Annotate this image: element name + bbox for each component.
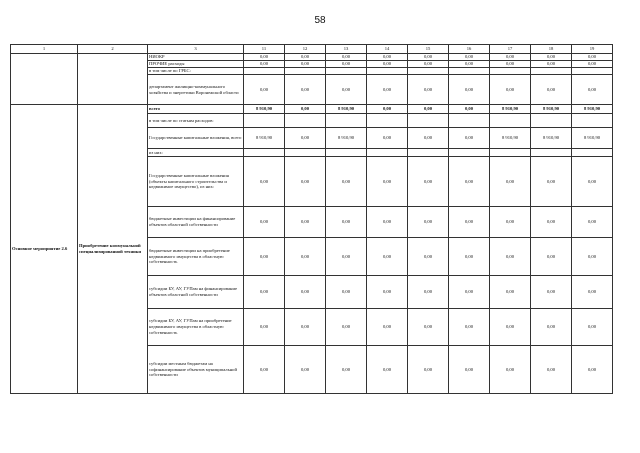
value-cell: 0,00 [572, 346, 613, 394]
value-cell [326, 68, 367, 75]
row-label: в том числе по статьям расходов: [148, 114, 244, 128]
row-label: бюджетные инвестиции на приобретение недвижимого имущества в областную собственность [148, 238, 244, 276]
value-cell: 0,00 [285, 128, 326, 149]
value-cell: 8 910,90 [326, 128, 367, 149]
value-cell: 0,00 [408, 207, 449, 238]
event-code-cell: Основное мероприятие 2.6 [11, 105, 78, 394]
value-cell: 0,00 [531, 346, 572, 394]
row-label: в том числе по ГРБС: [148, 68, 244, 75]
value-cell [449, 114, 490, 128]
header-cell: 13 [326, 45, 367, 54]
value-cell: 8 910,90 [490, 128, 531, 149]
value-cell: 0,00 [531, 61, 572, 68]
row-label: НИОКР [148, 54, 244, 61]
value-cell [408, 68, 449, 75]
value-cell: 0,00 [285, 61, 326, 68]
value-cell: 8 910,90 [531, 128, 572, 149]
value-cell: 0,00 [326, 309, 367, 346]
value-cell: 8 910,90 [326, 105, 367, 114]
value-cell [367, 114, 408, 128]
value-cell: 0,00 [572, 276, 613, 309]
value-cell: 0,00 [490, 157, 531, 207]
table-body [11, 45, 613, 394]
value-cell: 0,00 [244, 309, 285, 346]
value-cell [408, 149, 449, 157]
value-cell: 0,00 [244, 61, 285, 68]
value-cell: 0,00 [285, 75, 326, 105]
value-cell: 0,00 [285, 346, 326, 394]
value-cell: 0,00 [408, 61, 449, 68]
value-cell [531, 68, 572, 75]
value-cell: 0,00 [326, 54, 367, 61]
row-label: всего [148, 105, 244, 114]
value-cell: 0,00 [449, 346, 490, 394]
header-cell: 14 [367, 45, 408, 54]
value-cell [285, 114, 326, 128]
value-cell [572, 149, 613, 157]
value-cell: 0,00 [244, 75, 285, 105]
page-number: 58 [314, 15, 326, 26]
value-cell: 0,00 [326, 346, 367, 394]
value-cell [367, 149, 408, 157]
value-cell [285, 68, 326, 75]
value-cell: 0,00 [326, 61, 367, 68]
value-cell: 0,00 [285, 157, 326, 207]
value-cell: 0,00 [367, 75, 408, 105]
value-cell: 0,00 [244, 276, 285, 309]
value-cell [408, 114, 449, 128]
value-cell: 0,00 [531, 309, 572, 346]
value-cell [572, 114, 613, 128]
event-name-cell: Приобретение коммунальной специализированной техники [78, 105, 148, 394]
header-cell: 11 [244, 45, 285, 54]
value-cell [490, 114, 531, 128]
row-label: бюджетные инвестиции на финансирование объектов областной собственности [148, 207, 244, 238]
empty-cell [11, 54, 78, 105]
value-cell: 0,00 [449, 207, 490, 238]
header-cell: 3 [148, 45, 244, 54]
value-cell: 0,00 [367, 207, 408, 238]
value-cell [285, 149, 326, 157]
value-cell: 0,00 [285, 309, 326, 346]
value-cell: 0,00 [490, 54, 531, 61]
value-cell: 0,00 [367, 157, 408, 207]
value-cell: 0,00 [367, 105, 408, 114]
value-cell: 0,00 [367, 128, 408, 149]
row-label: департамент жилищно-коммунального хозяйства и энергетики Воронежской области [148, 75, 244, 105]
value-cell: 0,00 [408, 75, 449, 105]
value-cell: 0,00 [490, 61, 531, 68]
value-cell [490, 149, 531, 157]
value-cell: 0,00 [326, 157, 367, 207]
row-label: субсидии БУ, АУ, ГУПам на приобретение недвижимого имущества в областную собственность [148, 309, 244, 346]
value-cell: 8 910,90 [244, 128, 285, 149]
value-cell [367, 68, 408, 75]
value-cell [326, 114, 367, 128]
value-cell [244, 68, 285, 75]
value-cell: 0,00 [449, 128, 490, 149]
budget-table [10, 44, 613, 394]
value-cell: 0,00 [531, 276, 572, 309]
value-cell: 0,00 [367, 346, 408, 394]
value-cell: 0,00 [572, 207, 613, 238]
value-cell [572, 68, 613, 75]
value-cell: 0,00 [408, 238, 449, 276]
value-cell: 0,00 [326, 207, 367, 238]
value-cell: 0,00 [408, 276, 449, 309]
value-cell [531, 149, 572, 157]
value-cell: 0,00 [285, 207, 326, 238]
value-cell: 0,00 [449, 61, 490, 68]
value-cell: 0,00 [531, 238, 572, 276]
value-cell: 0,00 [408, 346, 449, 394]
value-cell [244, 149, 285, 157]
value-cell: 0,00 [449, 276, 490, 309]
value-cell: 0,00 [244, 157, 285, 207]
value-cell: 0,00 [531, 75, 572, 105]
value-cell: 8 910,90 [572, 128, 613, 149]
value-cell: 0,00 [449, 309, 490, 346]
value-cell: 0,00 [572, 238, 613, 276]
value-cell: 0,00 [490, 238, 531, 276]
value-cell [244, 114, 285, 128]
value-cell: 0,00 [449, 157, 490, 207]
value-cell: 0,00 [285, 105, 326, 114]
header-cell: 15 [408, 45, 449, 54]
value-cell: 0,00 [285, 54, 326, 61]
value-cell: 0,00 [490, 346, 531, 394]
value-cell [449, 68, 490, 75]
value-cell: 0,00 [531, 207, 572, 238]
value-cell: 0,00 [408, 309, 449, 346]
row-label: субсидии БУ, АУ, ГУПам на финансирование объектов областной собственности [148, 276, 244, 309]
value-cell: 0,00 [408, 54, 449, 61]
value-cell: 0,00 [326, 276, 367, 309]
header-cell: 16 [449, 45, 490, 54]
value-cell: 0,00 [326, 238, 367, 276]
value-cell: 0,00 [449, 238, 490, 276]
value-cell: 0,00 [531, 54, 572, 61]
value-cell: 8 910,90 [244, 105, 285, 114]
table-row [11, 54, 613, 61]
value-cell: 0,00 [367, 276, 408, 309]
value-cell: 0,00 [367, 238, 408, 276]
value-cell: 0,00 [244, 54, 285, 61]
value-cell: 0,00 [449, 105, 490, 114]
value-cell: 0,00 [531, 157, 572, 207]
value-cell: 0,00 [490, 75, 531, 105]
value-cell: 0,00 [367, 309, 408, 346]
value-cell: 0,00 [490, 309, 531, 346]
value-cell [326, 149, 367, 157]
empty-cell [78, 54, 148, 105]
header-cell: 1 [11, 45, 78, 54]
value-cell: 8 910,90 [572, 105, 613, 114]
value-cell: 0,00 [449, 54, 490, 61]
header-cell: 2 [78, 45, 148, 54]
value-cell: 0,00 [244, 207, 285, 238]
value-cell [531, 114, 572, 128]
value-cell: 0,00 [572, 309, 613, 346]
value-cell: 0,00 [490, 276, 531, 309]
header-cell: 19 [572, 45, 613, 54]
value-cell: 0,00 [367, 54, 408, 61]
value-cell: 0,00 [244, 346, 285, 394]
value-cell: 0,00 [408, 105, 449, 114]
value-cell: 0,00 [326, 75, 367, 105]
value-cell: 0,00 [490, 207, 531, 238]
value-cell: 0,00 [408, 157, 449, 207]
value-cell: 0,00 [367, 61, 408, 68]
value-cell: 0,00 [572, 157, 613, 207]
value-cell: 0,00 [572, 61, 613, 68]
header-cell: 18 [531, 45, 572, 54]
value-cell [490, 68, 531, 75]
row-label: из них: [148, 149, 244, 157]
header-row [11, 45, 613, 54]
value-cell: 0,00 [572, 54, 613, 61]
table-row [11, 105, 613, 114]
header-cell: 17 [490, 45, 531, 54]
row-label: ПРОЧИЕ расходы [148, 61, 244, 68]
value-cell: 8 910,90 [490, 105, 531, 114]
value-cell: 0,00 [572, 75, 613, 105]
value-cell: 0,00 [285, 276, 326, 309]
value-cell: 8 910,90 [531, 105, 572, 114]
value-cell: 0,00 [449, 75, 490, 105]
row-label: субсидии местным бюджетам на софинансирование объектов муниципальной собственности [148, 346, 244, 394]
header-cell: 12 [285, 45, 326, 54]
value-cell: 0,00 [408, 128, 449, 149]
row-label: Государственные капитальные вложения (объекты капитального строительства и недвижимое имущество), из них: [148, 157, 244, 207]
row-label: Государственные капитальные вложения, всего [148, 128, 244, 149]
value-cell: 0,00 [244, 238, 285, 276]
value-cell: 0,00 [285, 238, 326, 276]
value-cell [449, 149, 490, 157]
